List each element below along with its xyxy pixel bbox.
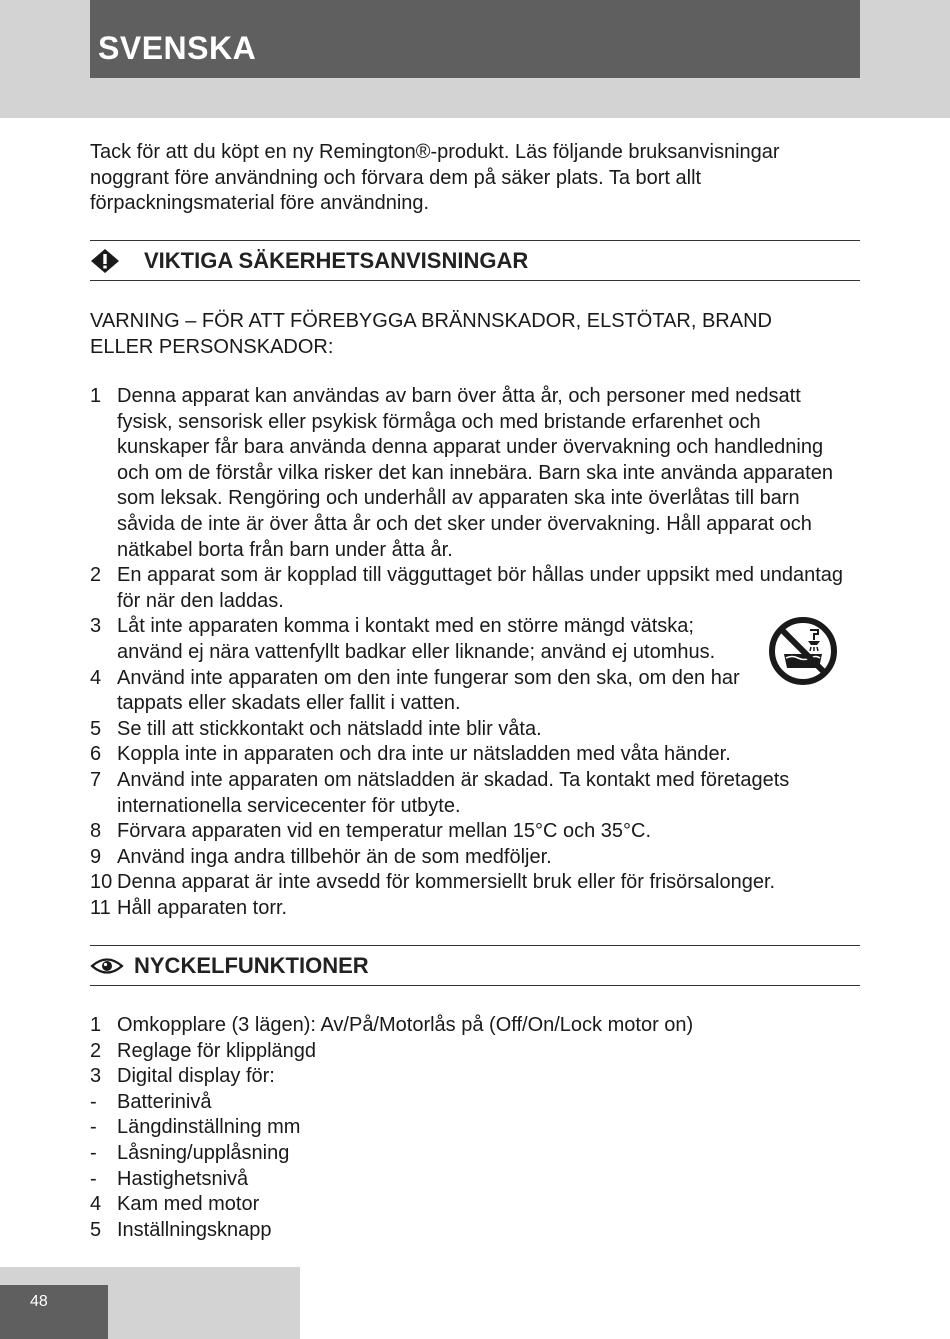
item-number: 11 (90, 896, 111, 919)
item-number: 10 (90, 871, 113, 894)
list-item (90, 1115, 850, 1141)
item-number: 2 (90, 564, 102, 587)
item-number: 4 (90, 1193, 102, 1216)
item-number: 2 (90, 1039, 102, 1062)
list-item (90, 896, 850, 922)
list-item (90, 870, 850, 896)
eye-icon (90, 956, 124, 976)
safety-section-title: VIKTIGA SÄKERHETSANVISNINGAR (144, 247, 529, 273)
list-item (90, 1167, 850, 1193)
safety-section-heading (90, 240, 860, 281)
list-item (90, 742, 850, 768)
item-number: 9 (90, 845, 102, 868)
item-text: Förvara apparaten vid en temperatur mellan 15°C och 35°C. (117, 820, 652, 843)
item-text: Använd inte apparaten om nätsladden är skadad. Ta kontakt med företagets internationella servicecenter för utbyte. (117, 768, 790, 817)
item-text: Använd inga andra tillbehör än de som medföljer. (117, 845, 552, 868)
item-number: 3 (90, 615, 102, 638)
item-number: 7 (90, 768, 102, 791)
item-number: 5 (90, 717, 102, 740)
item-text: Omkopplare (3 lägen): Av/På/Motorlås på (Off/On/Lock motor on) (117, 1014, 694, 1036)
list-item (90, 563, 850, 614)
list-item (90, 845, 850, 871)
item-number: 6 (90, 743, 102, 766)
item-text: Håll apparaten torr. (117, 896, 288, 919)
item-text: Koppla inte in apparaten och dra inte ur nätsladden med våta händer. (117, 743, 731, 766)
item-text: Längdinställning mm (117, 1116, 301, 1139)
list-item (90, 1090, 850, 1116)
item-text: Inställningsknapp (117, 1218, 272, 1241)
item-number: - (90, 1167, 97, 1190)
item-number: 1 (90, 1014, 102, 1036)
list-item (90, 1013, 850, 1039)
item-number: 3 (90, 1065, 102, 1088)
list-item (90, 1064, 850, 1090)
item-text: En apparat som är kopplad till vägguttaget bör hållas under uppsikt med undantag för när den laddas. (117, 564, 844, 612)
item-text: Kam med motor (117, 1193, 260, 1216)
list-item (90, 1039, 850, 1065)
warning-diamond-icon (90, 248, 120, 274)
item-text: Låsning/upplåsning (117, 1141, 290, 1164)
item-number: 5 (90, 1218, 102, 1241)
item-text: Låt inte apparaten komma i kontakt med en större mängd vätska; använd ej nära vattenfyllt badkar eller liknande; använd ej utomhus. (117, 615, 716, 663)
no-water-near-bath-icon (768, 616, 838, 686)
list-item (90, 666, 850, 717)
page-number: 48 (0, 1285, 108, 1339)
item-text: Se till att stickkontakt och nätsladd inte blir våta. (117, 717, 542, 740)
list-item (90, 614, 850, 665)
key-features-list (90, 1013, 850, 1243)
warning-text (90, 308, 790, 360)
item-text: Digital display för: (117, 1065, 275, 1088)
item-number: 4 (90, 666, 102, 689)
safety-instructions-list (90, 384, 850, 921)
list-item (90, 768, 850, 819)
list-item (90, 717, 850, 743)
item-text: Denna apparat är inte avsedd för kommersiellt bruk eller för frisörsalonger. (117, 871, 776, 894)
item-number: - (90, 1116, 97, 1139)
features-section-heading (90, 945, 860, 986)
features-section-title: NYCKELFUNKTIONER (134, 952, 369, 978)
warning-line-1: VARNING – FÖR ATT FÖREBYGGA BRÄNNSKADOR, ELSTÖTAR, BRAND (90, 310, 772, 332)
item-text: Hastighetsnivå (117, 1167, 249, 1190)
list-item (90, 1218, 850, 1244)
item-number: - (90, 1090, 97, 1113)
warning-line-2: ELLER PERSONSKADOR: (90, 336, 334, 358)
list-item (90, 819, 850, 845)
item-text: Använd inte apparaten om den inte fungerar som den ska, om den har tappats eller skadats eller fallit i vatten. (117, 666, 740, 715)
item-text: Denna apparat kan användas av barn över åtta år, och personer med nedsatt fysisk, sensorisk eller psykisk förmåga och med bristande erfarenhet och kunskaper får bara använda denna apparat under övervakning och handledning och om de förstår vilka risker det kan innebära. Barn ska inte använda apparaten som leksak. Rengöring och underhåll av apparaten ska inte överlåtas till barn såvida de inte är över åtta år och det sker under övervakning. Håll apparat och nätkabel borta från barn under åtta år. (117, 385, 833, 561)
list-item (90, 384, 850, 563)
item-text: Batterinivå (117, 1090, 212, 1113)
item-text: Reglage för klipplängd (117, 1039, 317, 1062)
item-number: 8 (90, 820, 102, 843)
list-item (90, 1141, 850, 1167)
list-item (90, 1192, 850, 1218)
item-number: 1 (90, 385, 102, 407)
intro-paragraph: Tack för att du köpt en ny Remington®-produkt. Läs följande bruksanvisningar noggrant före användning och förvara dem på säker plats. Ta bort allt förpackningsmaterial före användning. (90, 141, 780, 214)
language-title: SVENSKA (90, 0, 860, 78)
item-number: - (90, 1141, 97, 1164)
